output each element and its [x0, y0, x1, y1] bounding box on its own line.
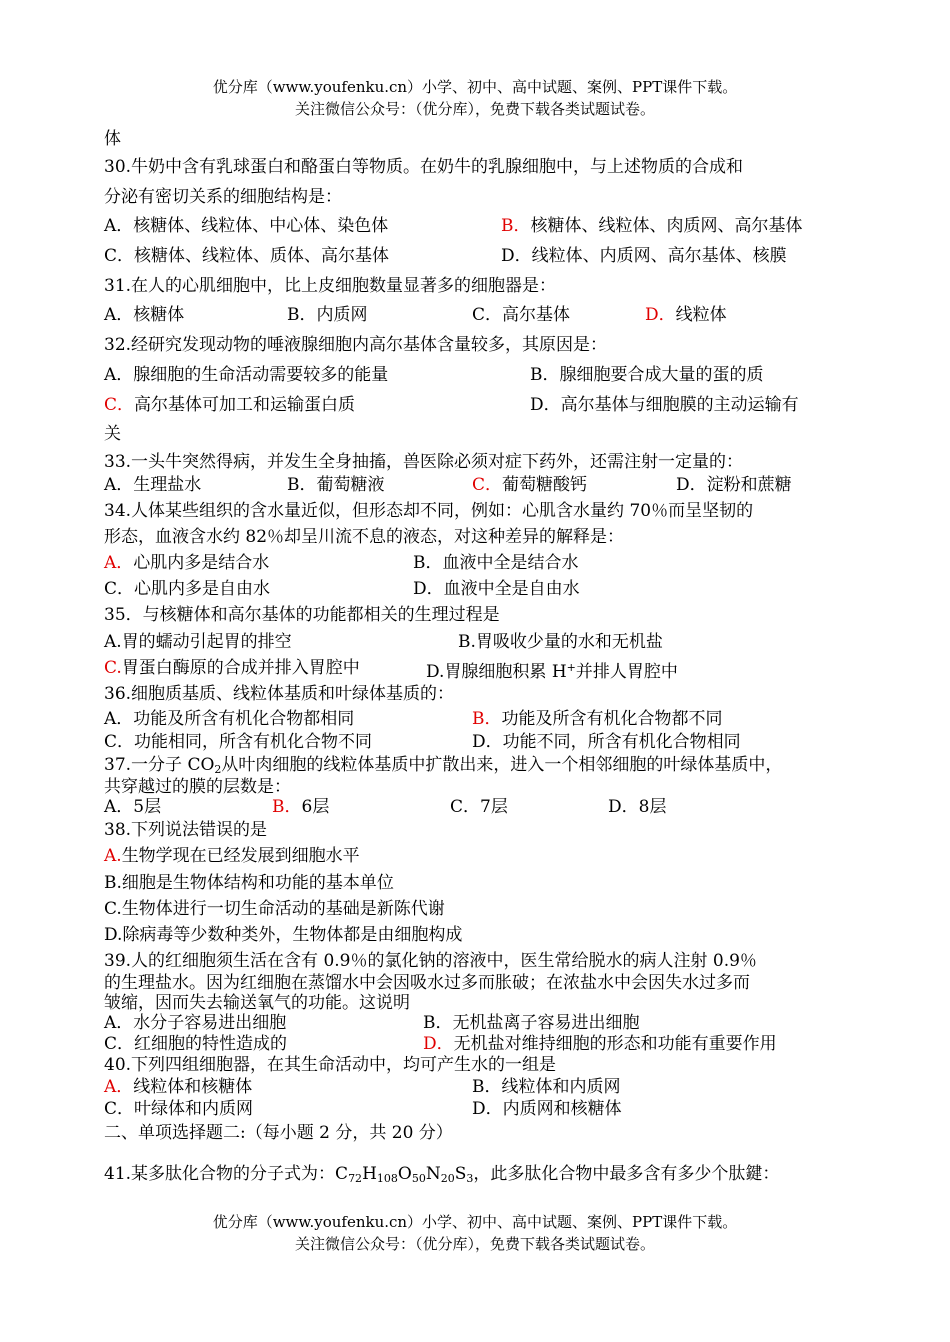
q30-stem-2: 分泌有密切关系的细胞结构是： — [104, 187, 342, 207]
q33-option-c — [472, 474, 587, 496]
option-text: 核糖体、线粒体、质体、高尔基体 — [134, 246, 390, 266]
option-text: 心肌内多是结合水 — [133, 553, 270, 573]
option-label: D． — [413, 579, 444, 599]
q37-option-d — [608, 796, 666, 818]
q30-option-d — [501, 245, 787, 267]
option-text: 无机盐对维持细胞的形态和功能有重要作用 — [453, 1034, 777, 1054]
q31-option-c — [472, 304, 570, 326]
option-text: 功能相同，所含有机化合物不同 — [134, 732, 373, 752]
q40-option-c — [104, 1098, 253, 1120]
option-text: 高尔基体 — [502, 305, 571, 325]
q39-option-d — [423, 1033, 777, 1055]
stem-text-cont: ，此多肽化合物中最多含有多少个肽鍵： — [473, 1164, 780, 1184]
option-text: 葡萄糖液 — [316, 475, 385, 495]
option-text: 高尔基体与细胞膜的主动运输有 — [560, 395, 799, 415]
option-label: B. — [458, 632, 476, 652]
option-text: 淀粉和蔗糖 — [706, 475, 792, 495]
q35-option-b — [458, 631, 663, 653]
q38-stem: 38.下列说法错误的是 — [104, 820, 268, 840]
option-label: D. — [104, 925, 123, 945]
q39-option-a — [104, 1012, 286, 1034]
option-text: 核糖体、线粒体、中心体、染色体 — [133, 216, 389, 236]
answer-label: C． — [104, 395, 135, 415]
q34-option-b — [413, 552, 579, 574]
option-label: D． — [501, 246, 532, 266]
q38-option-a — [104, 845, 360, 867]
option-text: 6层 — [301, 797, 330, 817]
q38-option-d — [104, 924, 462, 946]
q37-stem-2: 共穿越过的膜的层数是： — [104, 777, 291, 797]
q41-stem — [104, 1163, 779, 1190]
option-text: 内质网和核糖体 — [502, 1099, 622, 1119]
q34-option-c — [104, 578, 270, 600]
q34-option-d — [413, 578, 580, 600]
q33-option-b — [287, 474, 385, 496]
option-label: C． — [472, 305, 503, 325]
q37-option-c — [450, 796, 508, 818]
option-text: 胃吸收少量的水和无机盐 — [475, 632, 663, 652]
option-label: A． — [104, 709, 134, 729]
answer-label: D． — [423, 1034, 454, 1054]
option-label: C． — [104, 1034, 135, 1054]
option-label: C. — [104, 899, 122, 919]
option-text: 高尔基体可加工和运输蛋白质 — [134, 395, 356, 415]
option-label: A． — [104, 475, 134, 495]
option-text: 功能及所含有机化合物都不同 — [501, 709, 723, 729]
q39-stem-1: 39.人的红细胞须生活在含有 0.9％的氯化钠的溶液中，医生常给脱水的病人注射 0.9％ — [104, 951, 757, 971]
q35-stem: 35．与核糖体和高尔基体的功能都相关的生理过程是 — [104, 605, 500, 625]
option-text: 生物学现在已经发展到细胞水平 — [121, 846, 360, 866]
q35-option-c — [104, 657, 360, 679]
option-text: 无机盐离子容易进出细胞 — [452, 1013, 640, 1033]
option-label: B． — [423, 1013, 453, 1033]
option-label: D． — [472, 1099, 503, 1119]
option-label: A． — [104, 1013, 134, 1033]
option-label: A． — [104, 797, 134, 817]
q31-option-b — [287, 304, 368, 326]
q35-option-a — [104, 631, 292, 653]
q40-option-a — [104, 1076, 252, 1098]
q39-stem-3: 皱缩，因而失去输送氧气的功能。这说明 — [104, 993, 410, 1013]
q35-option-d — [426, 657, 678, 683]
answer-label: B． — [501, 216, 531, 236]
q36-option-d — [472, 731, 741, 753]
stem-text: 37.一分子 CO — [104, 755, 215, 775]
option-label: C． — [104, 246, 135, 266]
option-label: D. — [426, 662, 445, 682]
option-label: C． — [104, 1099, 135, 1119]
option-text: 内质网 — [316, 305, 368, 325]
stem-text-cont: 从叶肉细胞的线粒体基质中扩散出来，进入一个相邻细胞的叶绿体基质中， — [221, 755, 783, 775]
answer-label: D． — [645, 305, 676, 325]
q38-option-b — [104, 872, 394, 894]
header-line-2: 关注微信公众号：（优分库），免费下载各类试题试卷。 — [294, 100, 655, 118]
option-text: 水分子容易进出细胞 — [133, 1013, 287, 1033]
option-text: 线粒体和核糖体 — [133, 1077, 253, 1097]
q32-stem: 32.经研究发现动物的唾液腺细胞内高尔基体含量较多，其原因是： — [104, 335, 608, 355]
option-text: 7层 — [480, 797, 508, 817]
q30-option-c — [104, 245, 389, 267]
q30-stem-1: 30.牛奶中含有乳球蛋白和酪蛋白等物质。在奶牛的乳腺细胞中，与上述物质的合成和 — [104, 157, 744, 177]
q33-option-d — [676, 474, 792, 496]
q39-stem-2: 的生理盐水。因为红细胞在蒸馏水中会因吸水过多而胀破；在浓盐水中会因失水过多而 — [104, 973, 750, 993]
q36-stem: 36.细胞质基质、线粒体基质和叶绿体基质的： — [104, 684, 455, 704]
option-label: B． — [530, 365, 560, 385]
option-text: 腺细胞要合成大量的蛋的质 — [559, 365, 764, 385]
option-text: 血液中全是结合水 — [442, 553, 579, 573]
q33-option-a — [104, 474, 201, 496]
q34-stem-2: 形态，血液含水约 82％却呈川流不息的液态，对这种差异的解释是： — [104, 527, 625, 547]
option-text: 线粒体 — [675, 305, 727, 325]
header-line-1: 优分库（www.youfenku.cn）小学、初中、高中试题、案例、PPT课件下载。 — [212, 78, 738, 96]
q34-option-a — [104, 552, 269, 574]
option-text: 胃蛋白酶原的合成并排入胃腔中 — [121, 658, 360, 678]
option-label: D． — [608, 797, 639, 817]
answer-label: C． — [472, 475, 503, 495]
option-text: 葡萄糖酸钙 — [502, 475, 588, 495]
option-label: A. — [104, 632, 122, 652]
option-text: 线粒体和内质网 — [501, 1077, 621, 1097]
q34-stem-1: 34.人体某些组织的含水量近似，但形态却不同，例如：心肌含水量约 70％而呈坚韧的 — [104, 501, 754, 521]
q32-option-d-cont: 关 — [104, 424, 121, 444]
footer-line-1: 优分库（www.youfenku.cn）小学、初中、高中试题、案例、PPT课件下载。 — [212, 1213, 738, 1231]
answer-label: C. — [104, 658, 122, 678]
q40-option-d — [472, 1098, 622, 1120]
option-text: 叶绿体和内质网 — [134, 1099, 254, 1119]
option-label: D． — [530, 395, 561, 415]
q31-stem: 31.在人的心肌细胞中，比上皮细胞数量显著多的细胞器是： — [104, 276, 557, 296]
option-text: 功能不同，所含有机化合物相同 — [502, 732, 741, 752]
answer-label: A． — [104, 553, 134, 573]
option-label: D． — [472, 732, 503, 752]
option-text: 腺细胞的生命活动需要较多的能量 — [133, 365, 389, 385]
option-label: A． — [104, 365, 134, 385]
option-text: 8层 — [638, 797, 667, 817]
option-label: C． — [450, 797, 481, 817]
option-label: C． — [104, 579, 135, 599]
q40-option-b — [472, 1076, 621, 1098]
q32-option-b — [530, 364, 764, 386]
option-text: 血液中全是自由水 — [443, 579, 580, 599]
option-label: B． — [287, 475, 317, 495]
option-label: D． — [676, 475, 707, 495]
answer-label: B． — [272, 797, 302, 817]
q32-option-a — [104, 364, 388, 386]
option-text: 5层 — [133, 797, 162, 817]
q33-stem: 33.一头牛突然得病，并发生全身抽搐，兽医除必须对症下药外，还需注射一定量的： — [104, 452, 744, 472]
option-label: B. — [104, 873, 122, 893]
q36-option-a — [104, 708, 354, 730]
answer-label: A. — [104, 846, 122, 866]
q30-option-b — [501, 215, 803, 237]
q36-option-b — [472, 708, 723, 730]
q32-option-d — [530, 394, 799, 416]
answer-label: A． — [104, 1077, 134, 1097]
option-text: 线粒体、内质网、高尔基体、核膜 — [531, 246, 787, 266]
carry-over-text: 体 — [104, 129, 121, 149]
formula: $C_{72}H_{108}O_{50}N_{20}S_3$ — [335, 1164, 474, 1185]
stem-text: 41.某多肽化合物的分子式为： — [104, 1164, 336, 1184]
subscript: 2 — [214, 763, 222, 776]
option-text: 红细胞的特性造成的 — [134, 1034, 288, 1054]
q37-option-b — [272, 796, 329, 818]
option-label: C． — [104, 732, 135, 752]
answer-label: B． — [472, 709, 502, 729]
q38-option-c — [104, 898, 445, 920]
footer-line-2: 关注微信公众号：（优分库），免费下载各类试题试卷。 — [294, 1235, 655, 1253]
q30-option-a — [104, 215, 388, 237]
option-label: B． — [287, 305, 317, 325]
option-text: 细胞是生物体结构和功能的基本单位 — [121, 873, 394, 893]
option-text: 功能及所含有机化合物都相同 — [133, 709, 355, 729]
option-text: 心肌内多是自由水 — [134, 579, 271, 599]
section-2-heading: 二、单项选择题二:（每小题 2 分，共 20 分） — [104, 1123, 453, 1143]
option-text-cont: 并排人胃腔中 — [575, 662, 678, 682]
option-text: 核糖体 — [133, 305, 185, 325]
q37-option-a — [104, 796, 161, 818]
option-label: B． — [472, 1077, 502, 1097]
option-text: 生物体进行一切生命活动的基础是新陈代谢 — [121, 899, 445, 919]
option-text: 胃腺细胞积累 H — [444, 662, 567, 682]
q36-option-c — [104, 731, 372, 753]
option-text: 胃的蠕动引起胃的排空 — [121, 632, 292, 652]
option-label: A． — [104, 216, 134, 236]
superscript: + — [566, 661, 576, 674]
option-text: 生理盐水 — [133, 475, 202, 495]
option-label: B． — [413, 553, 443, 573]
q31-option-a — [104, 304, 184, 326]
q31-option-d — [645, 304, 727, 326]
q32-option-c — [104, 394, 355, 416]
q39-option-c — [104, 1033, 287, 1055]
q39-option-b — [423, 1012, 640, 1034]
option-text: 核糖体、线粒体、肉质网、高尔基体 — [530, 216, 803, 236]
option-label: A． — [104, 305, 134, 325]
q40-stem: 40.下列四组细胞器，在其生命活动中，均可产生水的一组是 — [104, 1055, 557, 1075]
option-text: 除病毒等少数种类外，生物体都是由细胞构成 — [122, 925, 463, 945]
